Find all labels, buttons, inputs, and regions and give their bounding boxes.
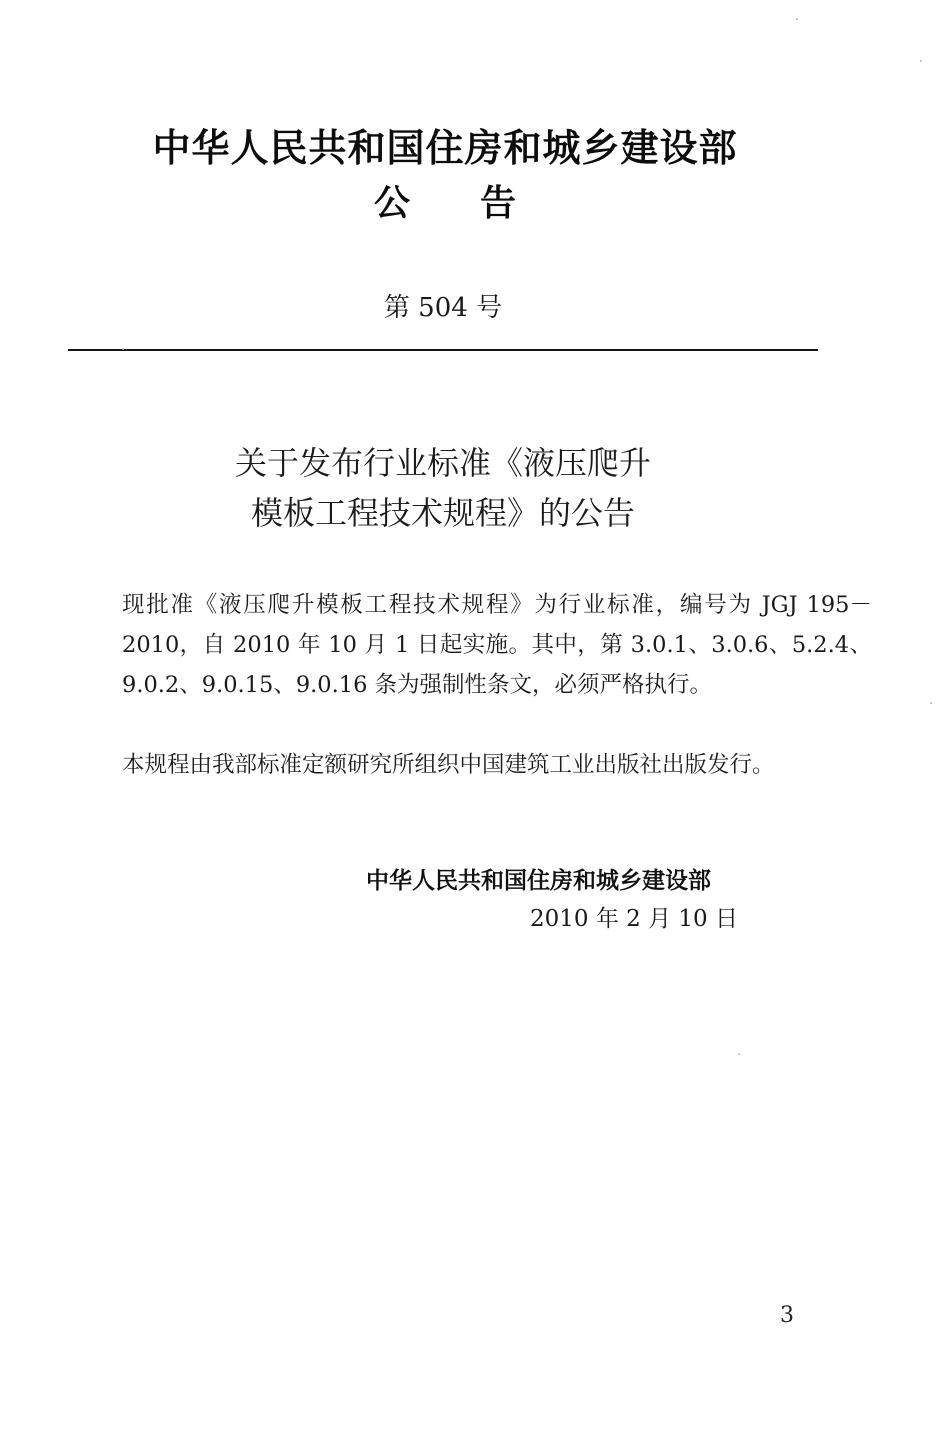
body-paragraph-1: 现批准《液压爬升模板工程技术规程》为行业标准，编号为 JGJ 195－2010，自 2010 年 10 月 1 日起实施。其中，第 3.0.1、3.0.6、5.2.4、9.0.2、9.0.15、9.0.16 条为强制性条文，必须严格执行。 [122, 592, 872, 698]
scan-speck [796, 18, 798, 20]
scan-speck [930, 702, 932, 704]
signature-organization: 中华人民共和国住房和城乡建设部 [366, 868, 711, 894]
header-divider [68, 349, 818, 351]
title-line-2: 模板工程技术规程》的公告 [250, 494, 635, 532]
announcement-number: 第 504 号 [383, 293, 503, 323]
scan-speck [738, 1053, 740, 1055]
issuer-heading: 中华人民共和国住房和城乡建设部 [152, 126, 738, 170]
scan-speck [920, 60, 922, 62]
page-number: 3 [780, 1303, 794, 1328]
document-type-heading: 公告 [373, 183, 586, 224]
title-line-1: 关于发布行业标准《液压爬升 [234, 444, 651, 482]
scan-speck [122, 348, 124, 350]
announcement-title [0, 438, 886, 538]
signature-date: 2010 年 2 月 10 日 [530, 906, 738, 932]
body-paragraph-2: 本规程由我部标准定额研究所组织中国建筑工业出版社出版发行。 [122, 752, 775, 778]
